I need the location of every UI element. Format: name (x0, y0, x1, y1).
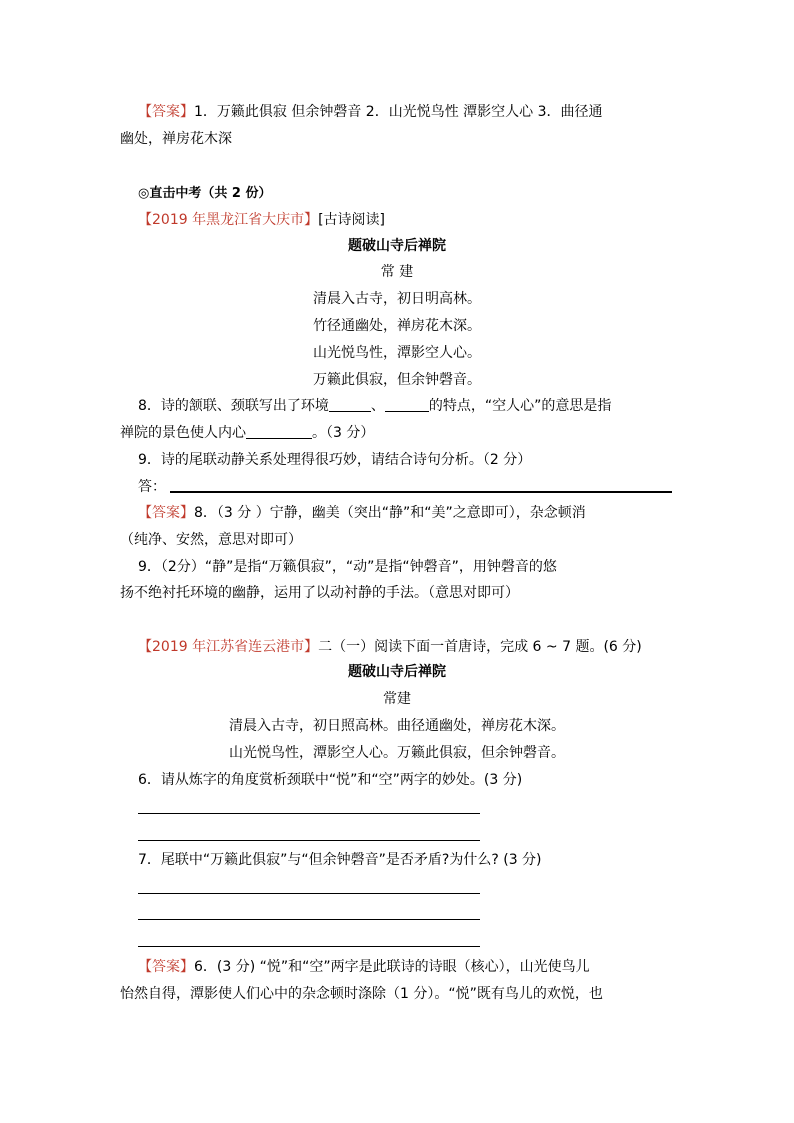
answer-line[interactable] (138, 919, 480, 920)
answer-blank[interactable] (246, 424, 312, 439)
question-9: 9．诗的尾联动静关系处理得很巧妙，请结合诗句分析。（2 分） (138, 452, 532, 468)
exam-2-intro: 二（一）阅读下面一首唐诗，完成 6 ~ 7 题。(6 分) (318, 639, 642, 655)
exam-2-poem-author: 常建 (383, 691, 411, 707)
exam-2-poem-line-2: 山光悦鸟性，潭影空人心。万籁此俱寂，但余钟磬音。 (229, 745, 565, 761)
exam-1-answer-line-1 (138, 504, 698, 522)
exam-1-poem-line-1: 清晨入古寺，初日明高林。 (313, 291, 481, 307)
answer-line[interactable] (170, 491, 672, 493)
exam-1-answer-line-4: 扬不绝衬托环境的幽静，运用了以动衬静的手法。（意思对即可） (120, 585, 519, 601)
answer-label: 答： (138, 479, 166, 495)
answer-line[interactable] (138, 946, 480, 947)
answer-line[interactable] (138, 893, 480, 894)
question-6: 6．请从炼字的角度赏析颈联中“悦”和“空”两字的妙处。(3 分) (138, 772, 523, 788)
answer-blank[interactable] (329, 397, 371, 412)
exam-1-poem-line-3: 山光悦鸟性，潭影空人心。 (313, 345, 481, 361)
answer-line[interactable] (138, 813, 480, 814)
exam-1-answer-line-3: 9．（2分）“静”是指“万籁俱寂”，“动”是指“钟磬音”，用钟磬音的悠 (138, 559, 557, 575)
exam-1-poem-author: 常 建 (380, 264, 414, 280)
answer-text: 1．万籁此俱寂 但余钟磬音 2．山光悦鸟性 潭影空人心 3．曲径通 (194, 104, 603, 120)
answer-tag: 【答案】 (138, 104, 194, 120)
exam-2-answer-line-2: 怡然自得，潭影使人们心中的杂念顿时涤除（1 分）。“悦”既有鸟儿的欢悦，也 (120, 986, 603, 1002)
answer-text: 8．（3 分 ）宁静，幽美（突出“静”和“美”之意即可），杂念顿消 (194, 505, 586, 521)
question-8-text: 8．诗的颔联、颈联写出了环境 (138, 398, 329, 414)
exam-1-source: 【2019 年黑龙江省大庆市】 (138, 212, 319, 228)
exam-1-header (138, 211, 698, 229)
answer-text: 6．(3 分) “悦”和“空”两字是此联诗的诗眼（核心），山光使鸟儿 (194, 959, 590, 975)
question-8-text: 的特点，“空人心”的意思是指 (428, 398, 612, 414)
answer-1-line-1 (138, 103, 698, 121)
question-8-line-2 (120, 424, 680, 442)
question-8-line-1 (138, 397, 698, 415)
exam-1-poem-title: 题破山寺后禅院 (348, 238, 446, 254)
exam-1-poem-line-2: 竹径通幽处，禅房花木深。 (313, 318, 481, 334)
separator: 、 (370, 398, 385, 414)
answer-blank[interactable] (385, 397, 429, 412)
question-7: 7．尾联中“万籁此俱寂”与“但余钟磬音”是否矛盾?为什么? (3 分) (138, 852, 542, 868)
question-8-text: 。（3 分） (312, 425, 375, 441)
question-8-text: 禅院的景色使人内心 (120, 425, 246, 441)
exam-2-poem-title: 题破山寺后禅院 (348, 664, 446, 680)
exam-1-answer-line-2: （纯净、安然，意思对即可） (120, 532, 302, 548)
exam-1-poem-line-4: 万籁此俱寂，但余钟磬音。 (313, 372, 481, 388)
exam-1-type: [古诗阅读] (318, 212, 386, 228)
answer-tag: 【答案】 (138, 505, 194, 521)
exam-2-header (138, 638, 698, 656)
exam-2-poem-line-1: 清晨入古寺，初日照高林。曲径通幽处，禅房花木深。 (229, 718, 565, 734)
exam-2-answer-line-1 (138, 958, 698, 976)
exam-2-source: 【2019 年江苏省连云港市】 (138, 639, 319, 655)
answer-line[interactable] (138, 840, 480, 841)
answer-1-line-2: 幽处，禅房花木深 (120, 131, 232, 147)
section-heading: ◎直击中考（共 2 份） (138, 186, 272, 201)
answer-tag: 【答案】 (138, 959, 194, 975)
